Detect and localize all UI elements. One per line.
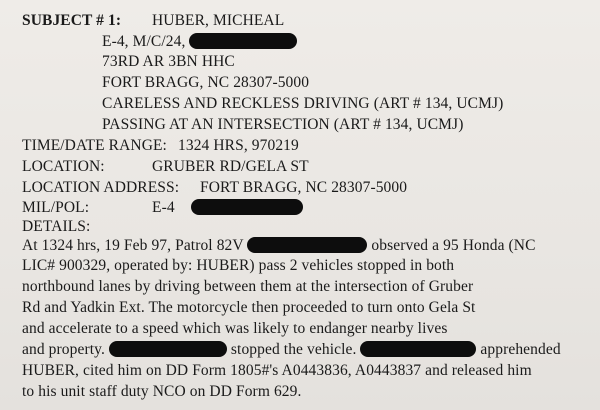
details-line-2: LIC# 900329, operated by: HUBER) pass 2 vehicles stopped in both [22,257,455,274]
details-line-6-end: apprehended [480,341,561,358]
details-line-1 [22,237,536,255]
details-line-6 [22,341,561,359]
mil-pol-value: E-4 [152,199,175,216]
time-date-label: TIME/DATE RANGE: [22,137,167,154]
subject-name: HUBER, MICHEAL [152,12,285,29]
details-line-6-middle: stopped the vehicle. [230,341,357,358]
details-line-7: HUBER, cited him on DD Form 1805#'s A0443836, A0443837 and released him [22,362,532,379]
details-line-3: northbound lanes by driving between them at the intersection of Gruber [22,278,474,295]
redaction-mark [191,199,303,215]
details-line-1-start: At 1324 hrs, 19 Feb 97, Patrol 82V [22,237,244,254]
details-line-8: to his unit staff duty NCO on DD Form 629. [22,383,302,400]
charge-1: CARELESS AND RECKLESS DRIVING (ART # 134, UCMJ) [102,95,504,112]
time-date-value: 1324 HRS, 970219 [178,137,299,154]
redaction-mark [189,33,297,49]
mil-pol-line [152,199,303,217]
location-label: LOCATION: [22,158,105,175]
redaction-mark [360,341,476,357]
mil-pol-label: MIL/POL: [22,199,90,216]
subject-label: SUBJECT # 1: [22,12,122,29]
redaction-mark [109,341,227,357]
details-line-4: Rd and Yadkin Ext. The motorcycle then proceeded to turn onto Gela St [22,299,476,316]
location-value: GRUBER RD/GELA ST [152,158,309,175]
subject-unit: 73RD AR 3BN HHC [102,53,235,70]
location-address-label: LOCATION ADDRESS: [22,179,180,196]
subject-rank-info: E-4, M/C/24, [102,33,186,50]
charge-2: PASSING AT AN INTERSECTION (ART # 134, UCMJ) [102,116,464,133]
redaction-mark [247,237,367,253]
details-line-1-end: observed a 95 Honda (NC [371,237,536,254]
details-line-5: and accelerate to a speed which was likely to endanger nearby lives [22,320,448,337]
location-address-value: FORT BRAGG, NC 28307-5000 [200,179,408,196]
subject-rank-line [102,33,297,51]
subject-address: FORT BRAGG, NC 28307-5000 [102,74,310,91]
details-line-6-start: and property. [22,341,105,358]
details-label: DETAILS: [22,218,91,235]
